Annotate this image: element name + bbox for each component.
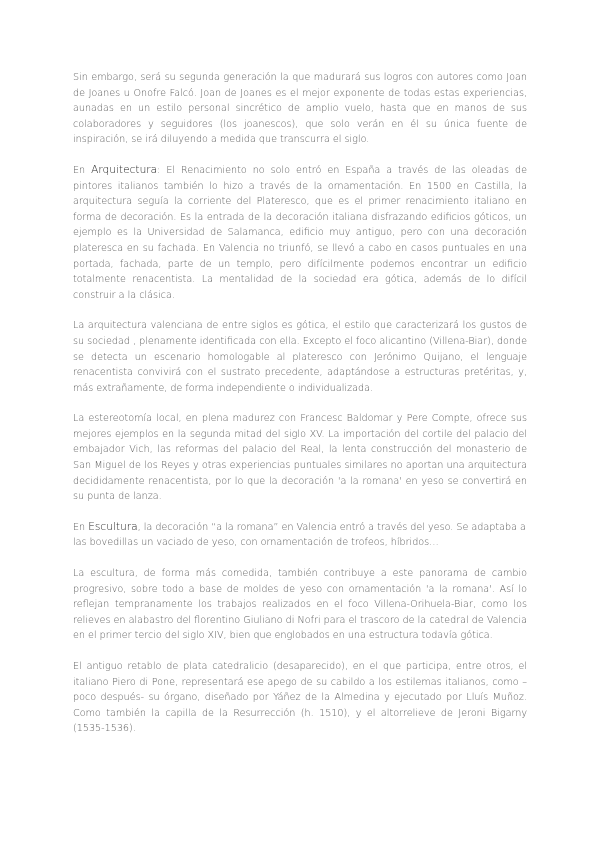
paragraph-body: : El Renacimiento no solo entró en España a través de las oleadas de pintores italianos también lo hizo a través de la ornamentación. En 1500 en Castilla, la arquitectura seguía la corriente del Plateresco, que es el primer renacimiento italiano en forma de decoración. Es la entrada de la decoración italiana disfrazando edificios góticos, un ejemplo es la Universidad de Salamanca, edificio muy antiguo, pero con una decoración plateresca en su fachada. En Valencia no triunfó, se llevó a cabo en casos puntuales en una portada, fachada, parte de un templo, pero difícilmente podemos encontrar un edificio totalmente renacentista. La mentalidad de la sociedad era gótica, además de lo difícil construir a la clásica. [73, 164, 527, 301]
paragraph-arquitectura [73, 163, 527, 303]
paragraph-retablo-plata: El antiguo retablo de plata catedralicio (desaparecido), en el que participa, entre otros, el italiano Piero di Pone, representará ese apego de su cabildo a los estilemas italianos, como –poco después- su órgano, diseñado por Yáñez de la Almedina y ejecutado por Lluís Muñoz. Como también la capilla de la Resurrección (h. 1510), y el altorrelieve de Jeroni Bigarny (1535-1536). [73, 661, 527, 735]
paragraph-prefix: En [73, 521, 89, 533]
paragraph-estereotomia: La estereotomía local, en plena madurez con Francesc Baldomar y Pere Compte, ofrece sus mejores ejemplos en la segunda mitad del siglo XV. La importación del cortile del palacio del embajador Vich, las reformas del palacio del Real, la lenta construcción del monasterio de San Miguel de los Reyes y otras experiencias puntuales similares no aportan una arquitectura decididamente renacentista, por lo que la decoración 'a la romana' en yeso se convertirá en su punta de lanza. [73, 413, 527, 503]
heading-arquitectura: Arquitectura [91, 163, 158, 176]
paragraph-prefix: En [73, 164, 92, 176]
paragraph-escultura [73, 520, 527, 551]
paragraph-arquitectura-valenciana: La arquitectura valenciana de entre siglos es gótica, el estilo que caracterizará los gustos de su sociedad , plenamente identificada con ella. Excepto el foco alicantino (Villena-Biar), donde se detecta un escenario homologable al plateresco con Jerónimo Quijano, el lenguaje renacentista convivirá con el sustrato precedente, adaptándose a estructuras pretéritas, y, más extrañamente, de forma independiente o individualizada. [73, 320, 527, 394]
document-page [73, 70, 527, 752]
paragraph-body: , la decoración “a la romana” en Valencia entró a través del yeso. Se adaptaba a las bovedillas un vaciado de yeso, con ornamentación de trofeos, híbridos… [73, 521, 526, 549]
paragraph-escultura-comedida: La escultura, de forma más comedida, también contribuye a este panorama de cambio progresivo, sobre todo a base de moldes de yeso con ornamentación 'a la romana'. Así lo reflejan tempranamente los trabajos realizados en el foco Villena-Orihuela-Biar, como los relieves en alabastro del florentino Giuliano di Nofri para el trascoro de la catedral de Valencia en el primer tercio del siglo XIV, bien que englobados en una estructura todavía gótica. [73, 568, 527, 642]
paragraph-joan-de-joanes: Sin embargo, será su segunda generación la que madurará sus logros con autores como Joan de Joanes u Onofre Falcó. Joan de Joanes es el mejor exponente de todas estas experiencias, aunadas en un estilo personal sincrético de amplio vuelo, hasta que en manos de sus colaboradores y seguidores (los joanescos), que solo verán en él su única fuente de inspiración, se irá diluyendo a medida que transcurra el siglo. [73, 72, 527, 146]
heading-escultura: Escultura [88, 520, 138, 533]
